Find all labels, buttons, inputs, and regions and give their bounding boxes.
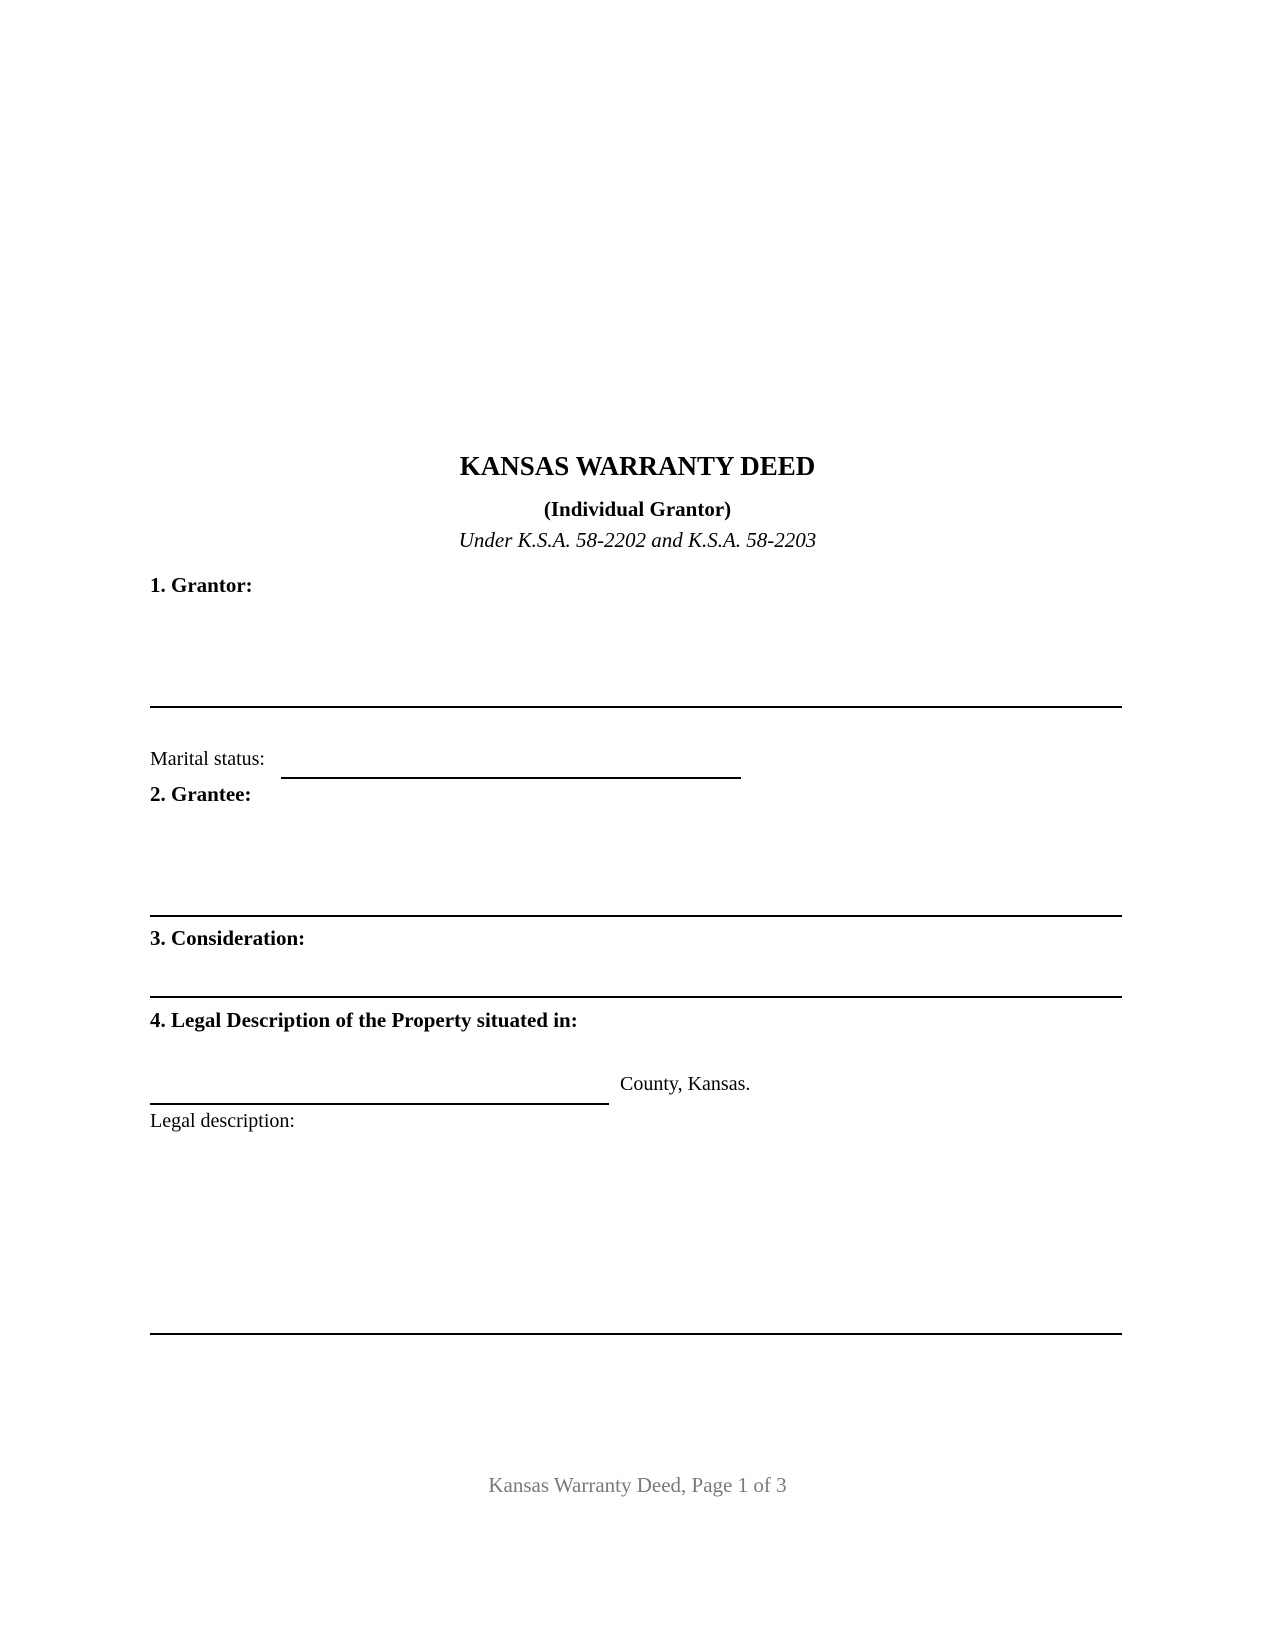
legal-description-label: Legal description: xyxy=(150,1110,295,1132)
legal-description-heading: 4. Legal Description of the Property situated in: xyxy=(150,1008,578,1032)
marital-status-field[interactable] xyxy=(281,777,741,779)
grantee-name-field[interactable] xyxy=(150,915,1122,917)
consideration-field[interactable] xyxy=(150,996,1122,998)
page-footer: Kansas Warranty Deed, Page 1 of 3 xyxy=(488,1473,787,1497)
county-suffix-label: County, Kansas. xyxy=(620,1073,751,1095)
marital-status-label: Marital status: xyxy=(150,748,265,770)
statute-reference: Under K.S.A. 58-2202 and K.S.A. 58-2203 xyxy=(458,528,817,552)
grantee-heading: 2. Grantee: xyxy=(150,782,252,806)
consideration-heading: 3. Consideration: xyxy=(150,926,306,950)
grantor-name-field[interactable] xyxy=(150,706,1122,708)
county-field[interactable] xyxy=(150,1103,609,1105)
grantor-heading: 1. Grantor: xyxy=(150,573,253,597)
document-subtitle: (Individual Grantor) xyxy=(543,497,732,521)
document-title: KANSAS WARRANTY DEED xyxy=(459,451,816,481)
legal-description-field[interactable] xyxy=(150,1333,1122,1335)
